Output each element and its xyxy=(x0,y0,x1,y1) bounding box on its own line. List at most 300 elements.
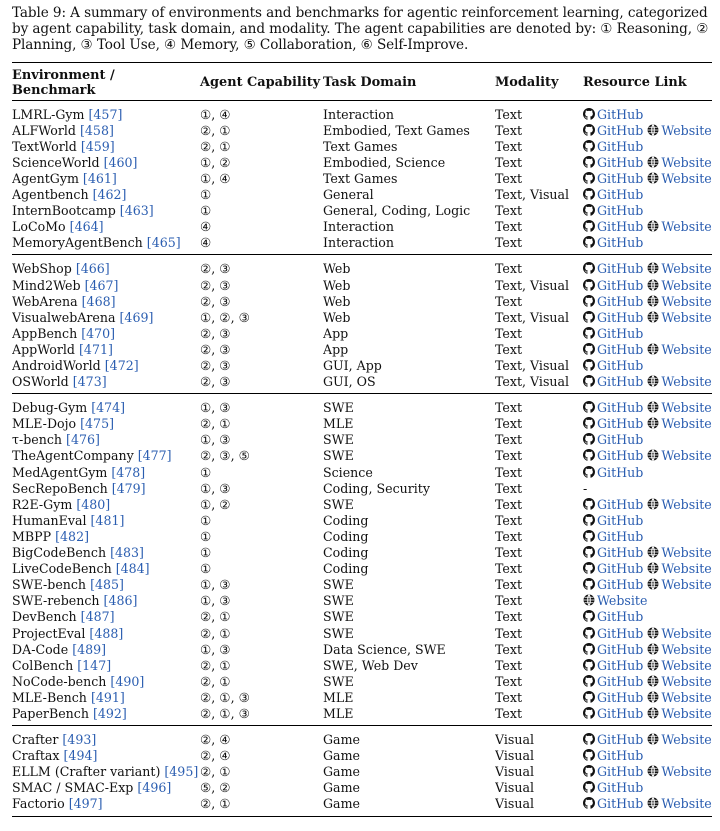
domain-cell: Interaction xyxy=(323,235,394,251)
citation-link[interactable]: [465] xyxy=(146,235,181,251)
link-label: Website xyxy=(661,625,712,641)
resource-cell xyxy=(583,726,712,749)
github-link[interactable] xyxy=(583,545,643,560)
env-cell xyxy=(12,219,200,235)
resource-cell xyxy=(583,235,712,255)
citation-link[interactable]: [470] xyxy=(81,325,116,341)
website-link[interactable] xyxy=(643,764,711,779)
link-label: GitHub xyxy=(597,657,644,673)
globe-icon xyxy=(647,691,659,703)
domain-cell: Web xyxy=(323,277,351,293)
domain-cell: General xyxy=(323,187,374,203)
env-cell xyxy=(12,545,200,561)
capability-cell: ②, ① xyxy=(200,625,231,641)
env-name: AppBench xyxy=(12,325,78,341)
citation-link[interactable]: [474] xyxy=(91,400,126,416)
env-cell xyxy=(12,155,200,171)
modality-cell: Visual xyxy=(495,726,583,749)
github-link[interactable] xyxy=(583,780,643,795)
globe-icon xyxy=(647,401,659,413)
website-link[interactable] xyxy=(643,497,711,512)
link-label: GitHub xyxy=(597,309,644,325)
github-icon xyxy=(583,643,595,655)
citation-link[interactable]: [462] xyxy=(92,187,127,203)
domain-cell: Game xyxy=(323,748,360,764)
domain-cell: SWE xyxy=(323,496,354,512)
resource-cell xyxy=(583,642,712,658)
github-icon xyxy=(583,188,595,200)
capability-cell: ②, ① xyxy=(200,796,323,816)
resource-cell xyxy=(583,674,712,690)
website-link[interactable] xyxy=(643,796,711,811)
github-link[interactable] xyxy=(583,294,643,309)
env-name: TheAgentCompany xyxy=(12,448,134,464)
link-label: Website xyxy=(661,154,712,170)
link-label: GitHub xyxy=(597,673,644,689)
env-cell xyxy=(12,374,200,394)
website-link[interactable] xyxy=(643,626,711,641)
resource-cell xyxy=(583,448,712,464)
table-row xyxy=(12,674,712,690)
github-link[interactable] xyxy=(583,748,643,763)
github-link[interactable] xyxy=(583,278,643,293)
resource-cell xyxy=(583,748,712,764)
github-icon xyxy=(583,295,595,307)
resource-cell xyxy=(583,465,712,481)
domain-cell: MLE xyxy=(323,705,354,721)
citation-link[interactable]: [485] xyxy=(90,577,124,593)
github-link[interactable] xyxy=(583,577,643,592)
modality-cell: Text, Visual xyxy=(495,277,570,293)
website-link[interactable] xyxy=(643,577,711,592)
table-row xyxy=(12,465,712,481)
header-domain: Task Domain xyxy=(323,62,495,100)
citation-link[interactable]: [491] xyxy=(90,689,125,705)
website-link[interactable] xyxy=(643,171,711,186)
table-row xyxy=(12,513,712,529)
website-link[interactable] xyxy=(643,674,711,689)
capability-cell: ②, ③ xyxy=(200,325,231,341)
link-label: Website xyxy=(661,219,712,235)
website-link[interactable] xyxy=(643,690,711,705)
globe-icon xyxy=(647,643,659,655)
table-row xyxy=(12,529,712,545)
domain-cell: MLE xyxy=(323,689,354,705)
env-cell xyxy=(12,171,200,187)
github-icon xyxy=(583,578,595,590)
header-resource: Resource Link xyxy=(583,62,712,100)
resource-cell xyxy=(583,374,712,394)
github-icon xyxy=(583,108,595,120)
website-link[interactable] xyxy=(643,545,711,560)
domain-cell: Web xyxy=(323,255,495,278)
domain-cell: Web xyxy=(323,293,351,309)
github-link[interactable] xyxy=(583,235,643,250)
github-icon xyxy=(583,733,595,745)
website-link[interactable] xyxy=(643,342,711,357)
env-cell xyxy=(12,690,200,706)
modality-cell: Visual xyxy=(495,764,535,780)
table-row xyxy=(12,171,712,187)
citation-link[interactable]: [457] xyxy=(88,106,123,122)
github-icon xyxy=(583,220,595,232)
capability-cell: ②, ③ xyxy=(200,255,323,278)
github-link[interactable] xyxy=(583,465,643,480)
link-label: GitHub xyxy=(597,203,644,219)
capability-cell: ①, ② xyxy=(200,154,231,170)
globe-icon xyxy=(647,343,659,355)
env-name: LoCoMo xyxy=(12,219,66,235)
env-name: LiveCodeBench xyxy=(12,561,112,577)
citation-link[interactable]: [461] xyxy=(82,170,117,186)
github-link[interactable] xyxy=(583,187,643,202)
modality-cell: Text xyxy=(495,122,523,138)
github-link[interactable] xyxy=(583,139,643,154)
link-label: GitHub xyxy=(597,400,644,416)
modality-cell: Text xyxy=(495,545,523,561)
table-row xyxy=(12,609,712,625)
modality-cell: Text xyxy=(495,293,523,309)
website-link[interactable] xyxy=(643,310,711,325)
citation-link[interactable]: [489] xyxy=(72,641,107,657)
website-link[interactable] xyxy=(643,294,711,309)
domain-cell: SWE xyxy=(323,593,354,609)
table-row xyxy=(12,642,712,658)
citation-link[interactable]: [495] xyxy=(164,764,199,780)
citation-link[interactable]: [459] xyxy=(80,138,115,154)
header-row xyxy=(12,62,712,100)
github-icon xyxy=(583,172,595,184)
github-link[interactable] xyxy=(583,642,643,657)
modality-cell: Text xyxy=(495,106,523,122)
modality-cell: Visual xyxy=(495,796,583,816)
capability-cell: ①, ③ xyxy=(200,394,323,417)
github-link[interactable] xyxy=(583,171,643,186)
capability-cell: ②, ③ xyxy=(200,341,231,357)
github-icon xyxy=(583,498,595,510)
resource-cell xyxy=(583,358,712,374)
link-label: GitHub xyxy=(597,219,644,235)
env-name: PaperBench xyxy=(12,705,89,721)
github-link[interactable] xyxy=(583,706,643,721)
github-link[interactable] xyxy=(583,261,643,276)
capability-cell: ① xyxy=(200,512,212,528)
citation-link[interactable]: [477] xyxy=(137,448,172,464)
env-cell xyxy=(12,609,200,625)
website-link[interactable] xyxy=(643,155,711,170)
github-link[interactable] xyxy=(583,416,643,431)
github-link[interactable] xyxy=(583,764,643,779)
github-link[interactable] xyxy=(583,674,643,689)
github-link[interactable] xyxy=(583,690,643,705)
resource-cell xyxy=(583,416,712,432)
github-link[interactable] xyxy=(583,155,643,170)
website-link[interactable] xyxy=(643,658,711,673)
domain-cell: Game xyxy=(323,780,360,796)
capability-cell: ②, ③ xyxy=(200,293,231,309)
link-label: GitHub xyxy=(597,341,644,357)
github-icon xyxy=(583,514,595,526)
link-label: Website xyxy=(661,293,712,309)
citation-link[interactable]: [147] xyxy=(77,657,112,673)
citation-link[interactable]: [490] xyxy=(110,673,145,689)
resource-cell xyxy=(583,187,712,203)
env-name: MLE-Dojo xyxy=(12,416,77,432)
link-label: Website xyxy=(661,641,712,657)
link-label: Website xyxy=(661,448,712,464)
link-label: GitHub xyxy=(597,261,644,277)
github-link[interactable] xyxy=(583,203,643,218)
domain-cell: Game xyxy=(323,764,360,780)
citation-link[interactable]: [481] xyxy=(90,512,125,528)
github-link[interactable] xyxy=(583,400,643,415)
table-row xyxy=(12,796,712,816)
domain-cell: GUI, OS xyxy=(323,374,376,390)
env-name: BigCodeBench xyxy=(12,545,107,561)
capability-cell: ②, ③ xyxy=(200,277,231,293)
github-icon xyxy=(583,546,595,558)
github-link[interactable] xyxy=(583,561,643,576)
link-label: GitHub xyxy=(597,187,644,203)
capability-cell: ①, ④ xyxy=(200,170,231,186)
github-icon xyxy=(583,124,595,136)
link-label: GitHub xyxy=(597,122,644,138)
citation-link[interactable]: [467] xyxy=(84,277,119,293)
modality-cell: Text xyxy=(495,577,523,593)
github-icon xyxy=(583,610,595,622)
table-row xyxy=(12,577,712,593)
env-name: OSWorld xyxy=(12,374,69,390)
citation-link[interactable]: [486] xyxy=(103,593,138,609)
link-label: Website xyxy=(661,796,712,812)
modality-cell: Text xyxy=(495,203,523,219)
github-link[interactable] xyxy=(583,732,643,747)
env-cell xyxy=(12,497,200,513)
table-row xyxy=(12,593,712,609)
github-icon xyxy=(583,562,595,574)
citation-link[interactable]: [493] xyxy=(62,732,97,748)
citation-link[interactable]: [458] xyxy=(80,122,114,138)
citation-link[interactable]: [468] xyxy=(81,293,116,309)
citation-link[interactable]: [471] xyxy=(79,341,113,357)
website-link[interactable] xyxy=(643,732,711,747)
website-link[interactable] xyxy=(643,400,711,415)
env-cell xyxy=(12,100,200,123)
website-link[interactable] xyxy=(643,448,711,463)
github-icon xyxy=(583,156,595,168)
env-name: τ-bench xyxy=(12,432,63,448)
citation-link[interactable]: [475] xyxy=(80,416,114,432)
modality-cell: Text xyxy=(495,325,523,341)
github-icon xyxy=(583,707,595,719)
globe-icon xyxy=(647,659,659,671)
citation-link[interactable]: [476] xyxy=(66,432,100,448)
github-icon xyxy=(583,401,595,413)
citation-link[interactable]: [473] xyxy=(72,374,107,390)
table-row xyxy=(12,497,712,513)
github-link[interactable] xyxy=(583,626,643,641)
github-link[interactable] xyxy=(583,310,643,325)
link-label: GitHub xyxy=(597,780,644,796)
capability-cell: ⑤, ② xyxy=(200,780,231,796)
citation-link[interactable]: [494] xyxy=(63,748,98,764)
env-name: ELLM (Crafter variant) xyxy=(12,764,161,780)
citation-link[interactable]: [479] xyxy=(111,480,146,496)
github-link[interactable] xyxy=(583,432,643,447)
header-capability: Agent Capability xyxy=(200,62,323,100)
github-link[interactable] xyxy=(583,123,643,138)
domain-cell: Text Games xyxy=(323,138,398,154)
citation-link[interactable]: [472] xyxy=(104,358,139,374)
github-link[interactable] xyxy=(583,374,643,389)
env-name: R2E-Gym xyxy=(12,496,73,512)
github-link[interactable] xyxy=(583,658,643,673)
capability-cell: ②, ① xyxy=(200,764,231,780)
citation-link[interactable]: [483] xyxy=(110,545,144,561)
env-cell xyxy=(12,593,200,609)
github-link[interactable] xyxy=(583,529,643,544)
globe-icon xyxy=(647,375,659,387)
capability-cell: ①, ② xyxy=(200,496,231,512)
capability-cell: ④ xyxy=(200,235,212,251)
github-link[interactable] xyxy=(583,497,643,512)
env-cell xyxy=(12,448,200,464)
env-name: Factorio xyxy=(12,796,65,812)
domain-cell: GUI, App xyxy=(323,358,382,374)
citation-link[interactable]: [482] xyxy=(55,528,89,544)
github-link[interactable] xyxy=(583,513,643,528)
citation-link[interactable]: [478] xyxy=(111,464,146,480)
modality-cell: Text xyxy=(495,219,523,235)
modality-cell: Visual xyxy=(495,748,535,764)
globe-icon xyxy=(647,295,659,307)
env-name: InternBootcamp xyxy=(12,203,116,219)
capability-cell: ④ xyxy=(200,219,212,235)
citation-link[interactable]: [469] xyxy=(119,309,154,325)
github-link[interactable] xyxy=(583,107,643,122)
link-label: GitHub xyxy=(597,689,644,705)
domain-cell: SWE xyxy=(323,673,354,689)
resource-cell xyxy=(583,310,712,326)
github-link[interactable] xyxy=(583,326,643,341)
citation-link[interactable]: [488] xyxy=(89,625,124,641)
link-label: GitHub xyxy=(597,609,644,625)
resource-cell xyxy=(583,100,712,123)
citation-link[interactable]: [480] xyxy=(76,496,111,512)
env-cell xyxy=(12,294,200,310)
link-label: GitHub xyxy=(597,496,644,512)
link-label: GitHub xyxy=(597,138,644,154)
domain-cell: Game xyxy=(323,726,495,749)
link-label: GitHub xyxy=(597,625,644,641)
resource-cell xyxy=(583,658,712,674)
env-name: SMAC / SMAC-Exp xyxy=(12,780,134,796)
citation-link[interactable]: [463] xyxy=(119,203,154,219)
link-label: Website xyxy=(661,277,712,293)
modality-cell: Text xyxy=(495,673,523,689)
resource-cell xyxy=(583,780,712,796)
link-label: GitHub xyxy=(597,293,644,309)
table-row xyxy=(12,219,712,235)
github-link[interactable] xyxy=(583,448,643,463)
resource-cell xyxy=(583,796,712,816)
domain-cell: App xyxy=(323,325,349,341)
website-link[interactable] xyxy=(643,416,711,431)
citation-link[interactable]: [460] xyxy=(103,154,138,170)
env-cell xyxy=(12,432,200,448)
citation-link[interactable]: [496] xyxy=(137,780,172,796)
domain-cell: Interaction xyxy=(323,106,394,122)
citation-link[interactable]: [464] xyxy=(69,219,104,235)
github-icon xyxy=(583,343,595,355)
resource-cell xyxy=(583,219,712,235)
env-cell xyxy=(12,726,200,749)
citation-link[interactable]: [484] xyxy=(115,561,150,577)
website-link[interactable] xyxy=(643,561,711,576)
github-link[interactable] xyxy=(583,342,643,357)
github-icon xyxy=(583,140,595,152)
domain-cell: MLE xyxy=(323,416,354,432)
env-cell xyxy=(12,764,200,780)
domain-cell: SWE xyxy=(323,577,354,593)
link-label: Website xyxy=(661,545,712,561)
github-link[interactable] xyxy=(583,609,643,624)
website-link[interactable] xyxy=(643,642,711,657)
table-row xyxy=(12,235,712,255)
resource-cell xyxy=(583,171,712,187)
website-link[interactable] xyxy=(643,706,711,721)
modality-cell: Text xyxy=(495,235,523,251)
link-label: Website xyxy=(597,593,648,609)
github-link[interactable] xyxy=(583,358,643,373)
domain-cell: SWE xyxy=(323,609,354,625)
resource-cell xyxy=(583,529,712,545)
modality-cell: Text xyxy=(495,432,523,448)
modality-cell: Text xyxy=(495,705,523,721)
domain-cell: App xyxy=(323,341,349,357)
table-group xyxy=(12,726,712,816)
website-link[interactable] xyxy=(583,593,647,608)
resource-cell xyxy=(583,203,712,219)
website-link[interactable] xyxy=(643,261,711,276)
table-row xyxy=(12,278,712,294)
capability-cell: ① xyxy=(200,545,212,561)
modality-cell: Text, Visual xyxy=(495,358,570,374)
resource-cell xyxy=(583,577,712,593)
globe-icon xyxy=(647,546,659,558)
website-link[interactable] xyxy=(643,219,711,234)
github-icon xyxy=(583,417,595,429)
capability-cell: ②, ④ xyxy=(200,726,323,749)
citation-link[interactable]: [497] xyxy=(68,796,103,812)
domain-cell: Embodied, Science xyxy=(323,154,446,170)
website-link[interactable] xyxy=(643,374,711,389)
capability-cell: ②, ① xyxy=(200,138,231,154)
website-link[interactable] xyxy=(643,278,711,293)
citation-link[interactable]: [492] xyxy=(92,705,127,721)
github-link[interactable] xyxy=(583,796,643,811)
globe-icon xyxy=(647,675,659,687)
citation-link[interactable]: [487] xyxy=(80,609,115,625)
website-link[interactable] xyxy=(643,123,711,138)
resource-cell xyxy=(583,626,712,642)
github-link[interactable] xyxy=(583,219,643,234)
link-label: GitHub xyxy=(597,154,644,170)
table-row xyxy=(12,310,712,326)
citation-link[interactable]: [466] xyxy=(75,261,110,277)
env-name: NoCode-bench xyxy=(12,673,107,689)
table-caption: Table 9: A summary of environments and benchmarks for agentic reinforcement learning, categorized by agent capability, task domain, and modality. The agent capabilities are denoted by: ① Reasoning, ② Planning, ③ Tool Use, ④ Memory, ⑤ Collaboration, ⑥ Self-Improve. xyxy=(12,5,709,54)
